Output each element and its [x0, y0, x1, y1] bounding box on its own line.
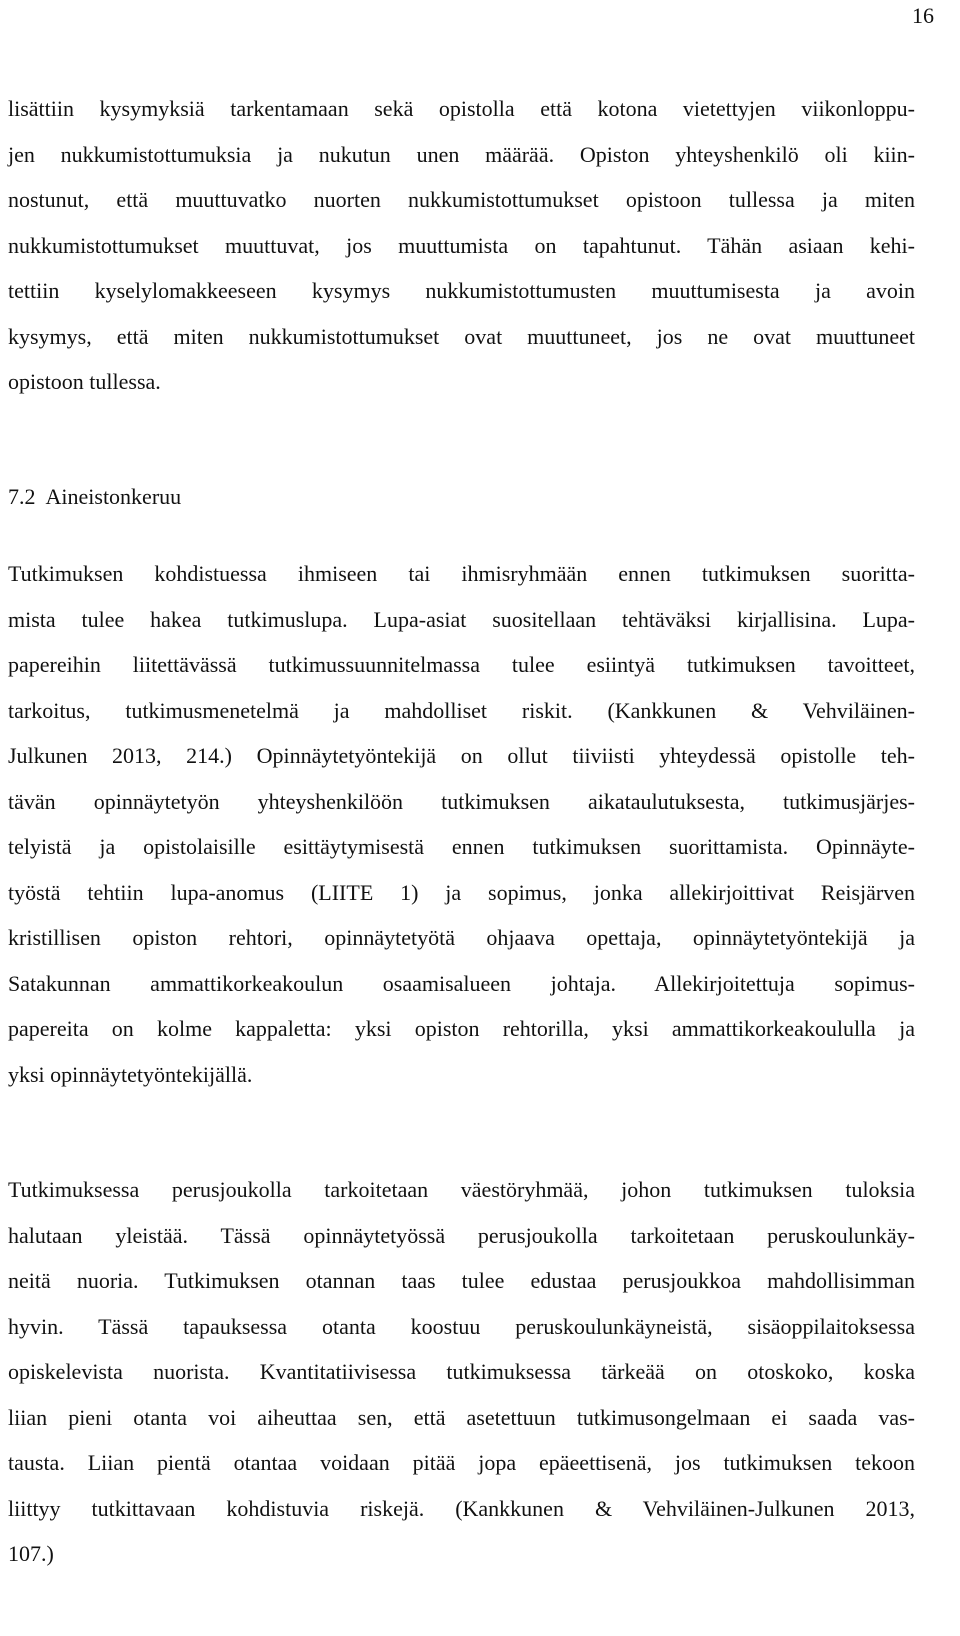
text-line: nukkumistottumukset muuttuvat, jos muuttumista on tapahtunut. Tähän asiaan kehi-: [8, 232, 915, 258]
text-line: kristillisen opiston rehtori, opinnäytetyötä ohjaava opettaja, opinnäytetyöntekijä ja: [8, 925, 915, 950]
text-line: liittyy tutkittavaan kohdistuvia riskejä. (Kankkunen & Vehviläinen-Julkunen 2013,: [8, 1495, 915, 1521]
paragraph-sleep-habits: [8, 86, 915, 405]
text-line: Julkunen 2013, 214.) Opinnäytetyöntekijä on ollut tiiviisti yhteydessä opistolle teh-: [8, 743, 915, 768]
text-line: hyvin. Tässä tapauksessa otanta koostuu peruskoulunkäyneistä, sisäoppilaitoksessa: [8, 1313, 915, 1339]
text-line: jen nukkumistottumuksia ja nukutun unen määrää. Opiston yhteyshenkilö oli kiin-: [8, 141, 915, 167]
text-line: opiskelevista nuorista. Kvantitatiivisessa tutkimuksessa tärkeää on otoskoko, koska: [8, 1359, 915, 1384]
document-body: [8, 86, 915, 1577]
section-heading: [8, 474, 915, 520]
text-line: kysymys, että miten nukkumistottumukset ovat muuttuneet, jos ne ovat muuttuneet: [8, 323, 915, 349]
paragraph-research-permit: [8, 551, 915, 1097]
text-line: yksi opinnäytetyöntekijällä.: [8, 1061, 253, 1087]
text-line: Tutkimuksessa perusjoukolla tarkoitetaan väestöryhmää, johon tutkimuksen tuloksia: [8, 1177, 915, 1202]
section-title: Aineistonkeruu: [45, 483, 182, 509]
text-line: tettiin kyselylomakkeeseen kysymys nukkumistottumusten muuttumisesta ja avoin: [8, 278, 915, 303]
text-line: tarkoitus, tutkimusmenetelmä ja mahdolliset riskit. (Kankkunen & Vehviläinen-: [8, 697, 915, 723]
text-line: telyistä ja opistolaisille esittäytymisestä ennen tutkimuksen suorittamista. Opinnäyte-: [8, 834, 915, 859]
text-line: halutaan yleistää. Tässä opinnäytetyössä perusjoukolla tarkoitetaan peruskoulunkäy-: [8, 1222, 915, 1248]
page-number: 16: [912, 3, 934, 28]
text-line: lisättiin kysymyksiä tarkentamaan sekä opistolla että kotona vietettyjen viikonloppu-: [8, 96, 915, 121]
text-line: 107.): [8, 1541, 54, 1566]
text-line: opistoon tullessa.: [8, 369, 161, 394]
paragraph-spacer: [8, 1097, 915, 1167]
text-line: papereita on kolme kappaletta: yksi opiston rehtorilla, yksi ammattikorkeakoululla ja: [8, 1016, 915, 1041]
paragraph-population-sample: [8, 1167, 915, 1577]
text-line: liian pieni otanta voi aiheuttaa sen, että asetettuun tutkimusongelmaan ei saada vas-: [8, 1404, 915, 1430]
text-line: Tutkimuksen kohdistuessa ihmiseen tai ihmisryhmään ennen tutkimuksen suoritta-: [8, 561, 915, 586]
text-line: papereihin liitettävässä tutkimussuunnitelmassa tulee esiintyä tutkimuksen tavoitteet,: [8, 652, 915, 677]
text-line: tävän opinnäytetyön yhteyshenkilöön tutkimuksen aikataulutuksesta, tutkimusjärjes-: [8, 788, 915, 814]
text-line: mista tulee hakea tutkimuslupa. Lupa-asiat suositellaan tehtäväksi kirjallisina. Lupa-: [8, 606, 915, 632]
text-line: neitä nuoria. Tutkimuksen otannan taas tulee edustaa perusjoukkoa mahdollisimman: [8, 1268, 915, 1293]
text-line: tausta. Liian pientä otantaa voidaan pitää jopa epäeettisenä, jos tutkimuksen tekoon: [8, 1450, 915, 1475]
section-number: 7.2: [8, 483, 36, 509]
text-line: Satakunnan ammattikorkeakoulun osaamisalueen johtaja. Allekirjoitettuja sopimus-: [8, 970, 915, 996]
text-line: työstä tehtiin lupa-anomus (LIITE 1) ja sopimus, jonka allekirjoittivat Reisjärven: [8, 879, 915, 905]
text-line: nostunut, että muuttuvatko nuorten nukkumistottumukset opistoon tullessa ja miten: [8, 187, 915, 212]
